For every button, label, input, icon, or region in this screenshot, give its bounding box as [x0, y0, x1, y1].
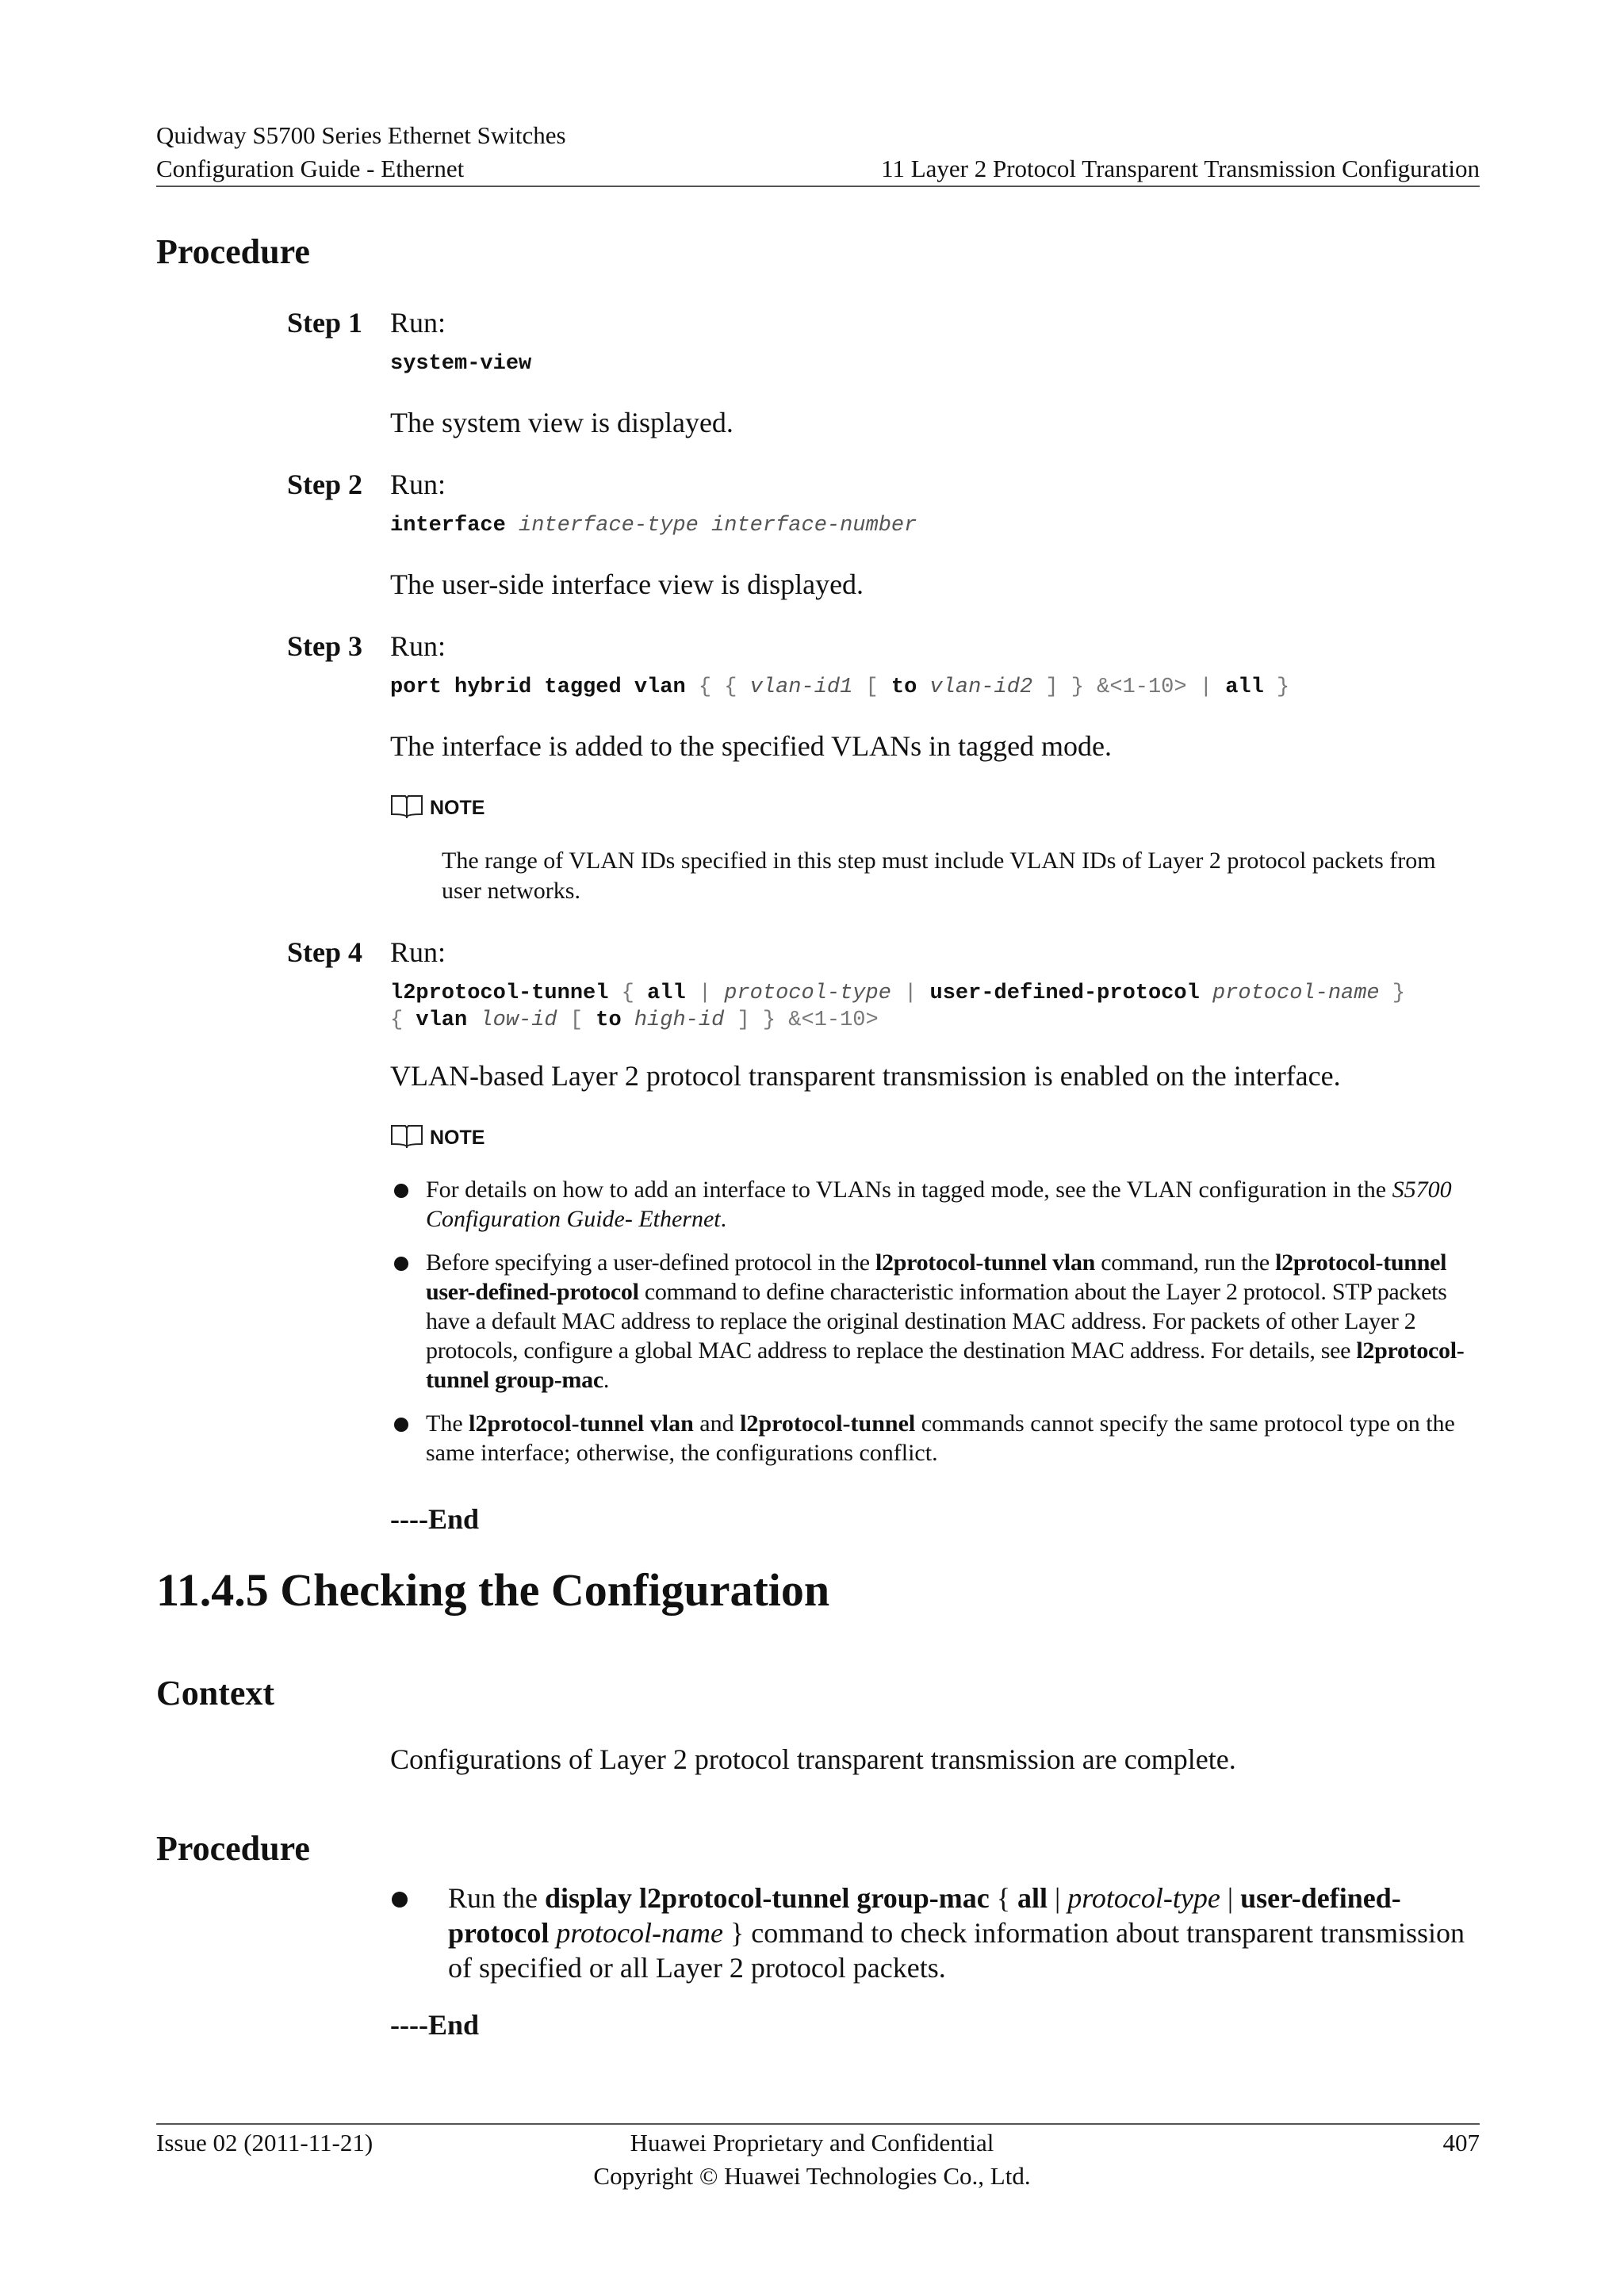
step-3-description: The interface is added to the specified VLANs in tagged mode. [390, 730, 1113, 762]
note-2-bullet-2: Before specifying a user-defined protocol in the l2protocol-tunnel vlan command, run the l2protocol-tunnel user-defined-protocol command to define characteristic information about the Layer 2 protocol. STP packets have a default MAC address to replace the original destination MAC address. For packets of other Layer 2 protocols, configure a global MAC address to replace the destination MAC address. For details, see l2protocol-tunnel group-mac. [426, 1249, 1465, 1393]
context-text: Configurations of Layer 2 protocol transparent transmission are complete. [390, 1743, 1236, 1775]
bullet-dot [394, 1418, 408, 1432]
procedure-heading-2: Procedure [156, 1829, 310, 1868]
section-2-end-marker: ----End [390, 2009, 480, 2041]
step-4-command-line-2: { vlan low-id [ to high-id ] } &<1-10> [390, 1008, 879, 1032]
book-icon [390, 1123, 423, 1154]
bullet-dot [394, 1257, 408, 1271]
step-4-description: VLAN-based Layer 2 protocol transparent transmission is enabled on the interface. [390, 1060, 1341, 1092]
footer-issue: Issue 02 (2011-11-21) [156, 2129, 373, 2156]
header-doc-title: Quidway S5700 Series Ethernet Switches [156, 121, 566, 149]
footer-copyright: Copyright © Huawei Technologies Co., Ltd. [593, 2162, 1031, 2190]
step-4-run: Run: [390, 936, 446, 968]
context-heading: Context [156, 1674, 275, 1712]
note-2-bullet-3: The l2protocol-tunnel vlan and l2protocol-tunnel commands cannot specify the same protocol type on the same interface; otherwise, the configurations conflict. [426, 1410, 1455, 1466]
step-2-run: Run: [390, 469, 446, 500]
note-1-header [390, 793, 485, 824]
step-1-run: Run: [390, 307, 446, 339]
step-3-label: Step 3 [287, 630, 363, 662]
note-2-title: NOTE [430, 1127, 485, 1149]
footer-confidential: Huawei Proprietary and Confidential [630, 2129, 994, 2156]
header-divider [156, 186, 1480, 187]
procedure-heading: Procedure [156, 232, 310, 271]
section-title: 11.4.5 Checking the Configuration [156, 1564, 830, 1616]
book-icon [390, 793, 423, 824]
note-2-bullet-1: For details on how to add an interface to VLANs in tagged mode, see the VLAN configuration in the S5700 Configuration Guide- Ethernet. [426, 1177, 1452, 1232]
header-chapter-title: 11 Layer 2 Protocol Transparent Transmission Configuration [881, 155, 1480, 182]
note-2-header [390, 1123, 485, 1154]
step-3-run: Run: [390, 630, 446, 662]
note-1-title: NOTE [430, 797, 485, 819]
footer-divider [156, 2123, 1480, 2125]
step-4-label: Step 4 [287, 936, 363, 968]
step-1-label: Step 1 [287, 307, 363, 339]
section-1-end-marker: ----End [390, 1503, 480, 1535]
step-2-command: interface interface-type interface-number [390, 514, 917, 538]
bullet-dot [392, 1892, 408, 1908]
bullet-dot [394, 1184, 408, 1198]
header-guide-title: Configuration Guide - Ethernet [156, 155, 465, 182]
step-4-command-line-1: l2protocol-tunnel { all | protocol-type | user-defined-protocol protocol-name } [390, 982, 1406, 1005]
step-1-command: system-view [390, 352, 532, 376]
procedure-bullet: Run the display l2protocol-tunnel group-mac { all | protocol-type | user-defined-protocol protocol-name } command to check information about transparent transmission of specified or all Layer 2 protocol packets. [448, 1882, 1465, 1984]
footer-page-number: 407 [1442, 2129, 1480, 2156]
step-2-label: Step 2 [287, 469, 363, 500]
step-3-command: port hybrid tagged vlan { { vlan-id1 [ to vlan-id2 ] } &<1-10> | all } [390, 675, 1290, 699]
step-1-description: The system view is displayed. [390, 407, 733, 438]
note-1-text: The range of VLAN IDs specified in this step must include VLAN IDs of Layer 2 protocol packets from user networks. [442, 848, 1436, 904]
step-2-description: The user-side interface view is displayed. [390, 568, 864, 600]
